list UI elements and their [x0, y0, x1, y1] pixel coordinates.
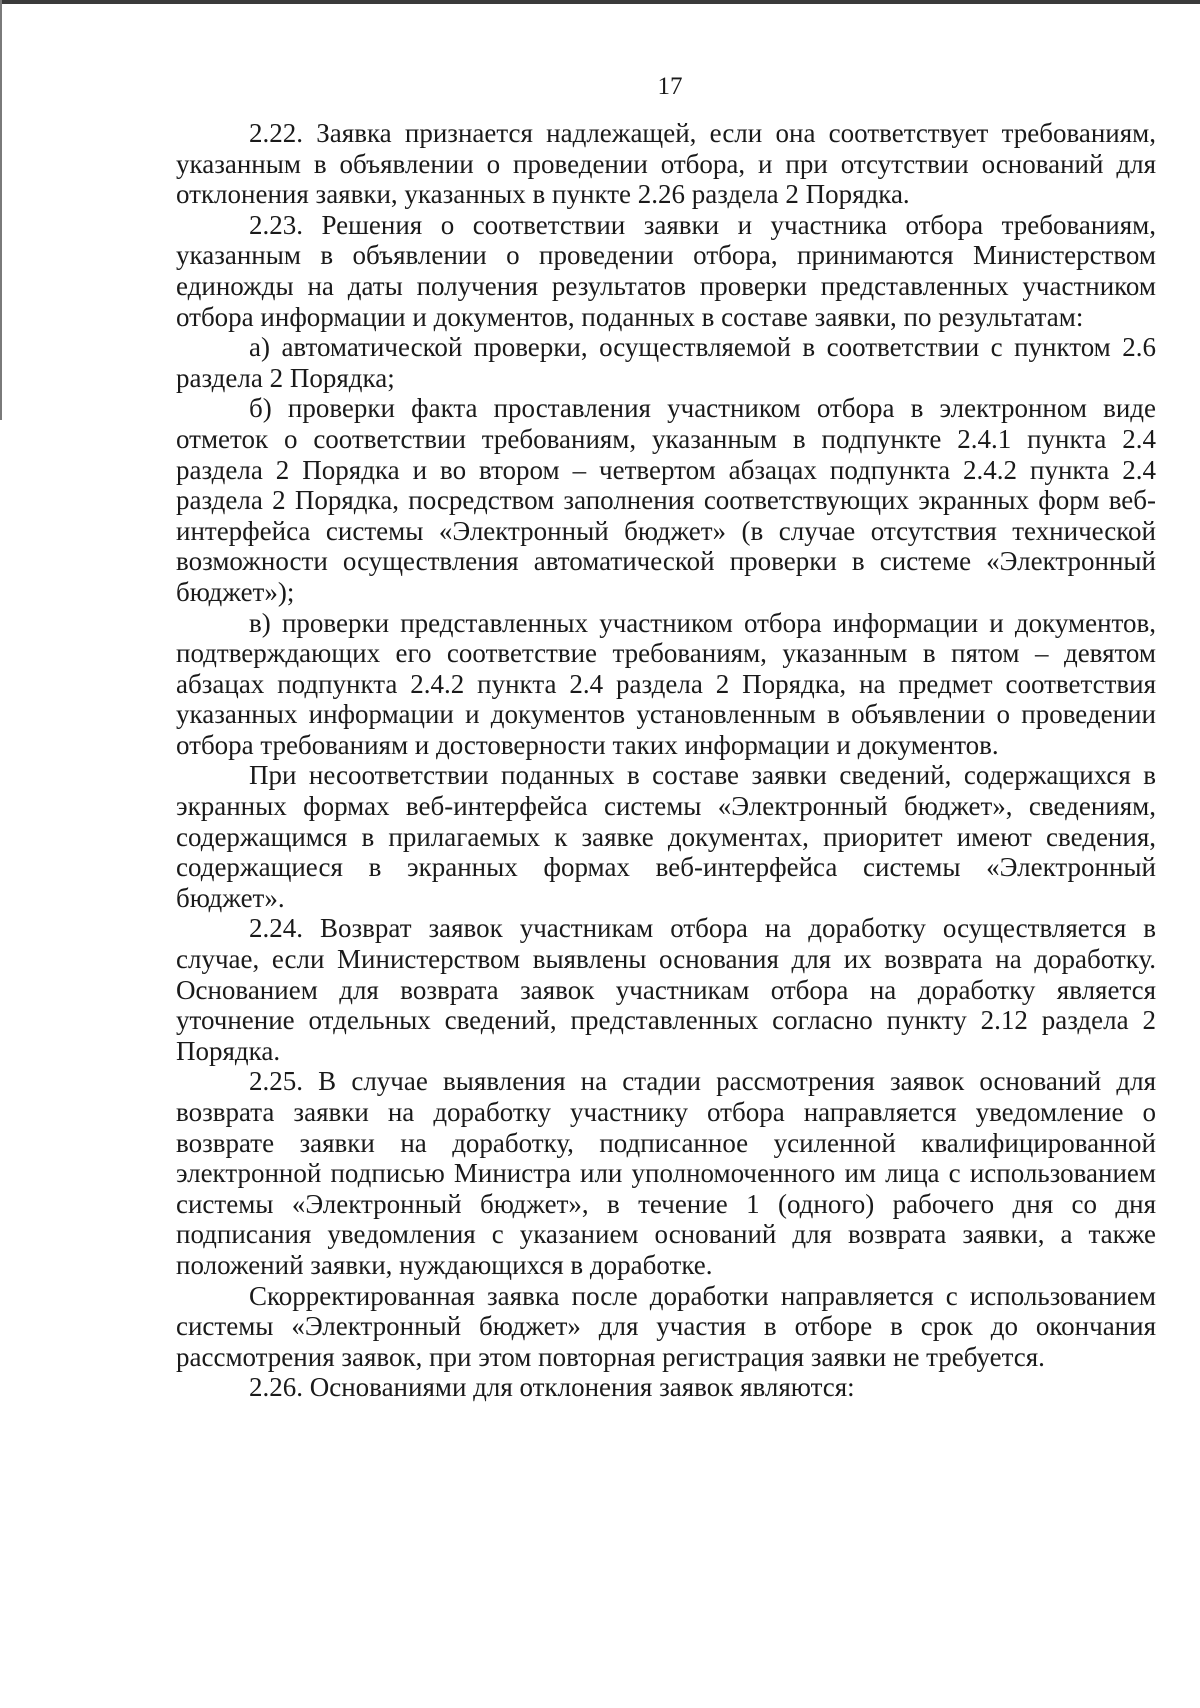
paragraph-corrected-application: Скорректированная заявка после доработки направляется с использованием системы «Электронный бюджет» для участия в отборе в срок до окончания рассмотрения заявок, при этом повторная регистрация заявки не требуется. [176, 1280, 1156, 1372]
paragraph-discrepancy: При несоответствии поданных в составе заявки сведений, содержащихся в экранных формах веб-интерфейса системы «Электронный бюджет», сведениям, содержащимся в прилагаемых к заявке документах, приоритет имеют сведения, содержащиеся в экранных формах веб-интерфейса системы «Электронный бюджет». [176, 760, 1156, 913]
scan-left-border [0, 0, 2, 420]
paragraph-item-a: а) автоматической проверки, осуществляемой в соответствии с пунктом 2.6 раздела 2 Порядка; [176, 332, 1156, 393]
scan-top-border [0, 0, 1200, 4]
document-body [176, 118, 1156, 1403]
paragraph-item-b: б) проверки факта проставления участником отбора в электронном виде отметок о соответствии требованиям, указанным в подпункте 2.4.1 пункта 2.4 раздела 2 Порядка и во втором – четвертом абзацах подпункта 2.4.2 пункта 2.4 раздела 2 Порядка, посредством заполнения соответствующих экранных форм веб-интерфейса системы «Электронный бюджет» (в случае отсутствия технической возможности осуществления автоматической проверки в системе «Электронный бюджет»); [176, 393, 1156, 607]
paragraph-2-25: 2.25. В случае выявления на стадии рассмотрения заявок оснований для возврата заявки на доработку участнику отбора направляется уведомление о возврате заявки на доработку, подписанное усиленной квалифицированной электронной подписью Министра или уполномоченного им лица с использованием системы «Электронный бюджет», в течение 1 (одного) рабочего дня со дня подписания уведомления с указанием оснований для возврата заявки, а также положений заявки, нуждающихся в доработке. [176, 1066, 1156, 1280]
paragraph-2-22: 2.22. Заявка признается надлежащей, если она соответствует требованиям, указанным в объявлении о проведении отбора, и при отсутствии оснований для отклонения заявки, указанных в пункте 2.26 раздела 2 Порядка. [176, 118, 1156, 210]
paragraph-2-23: 2.23. Решения о соответствии заявки и участника отбора требованиям, указанным в объявлении о проведении отбора, принимаются Министерством единожды на даты получения результатов проверки представленных участником отбора информации и документов, поданных в составе заявки, по результатам: [176, 209, 1156, 332]
paragraph-item-v: в) проверки представленных участником отбора информации и документов, подтверждающих его соответствие требованиям, указанным в пятом – девятом абзацах подпункта 2.4.2 пункта 2.4 раздела 2 Порядка, на предмет соответствия указанных информации и документов установленным в объявлении о проведении отбора требованиям и достоверности таких информации и документов. [176, 607, 1156, 760]
paragraph-2-24: 2.24. Возврат заявок участникам отбора на доработку осуществляется в случае, если Министерством выявлены основания для их возврата на доработку. Основанием для возврата заявок участникам отбора на доработку является уточнение отдельных сведений, представленных согласно пункту 2.12 раздела 2 Порядка. [176, 913, 1156, 1066]
paragraph-2-26: 2.26. Основаниями для отклонения заявок являются: [249, 1372, 855, 1403]
page-number: 17 [657, 73, 683, 100]
